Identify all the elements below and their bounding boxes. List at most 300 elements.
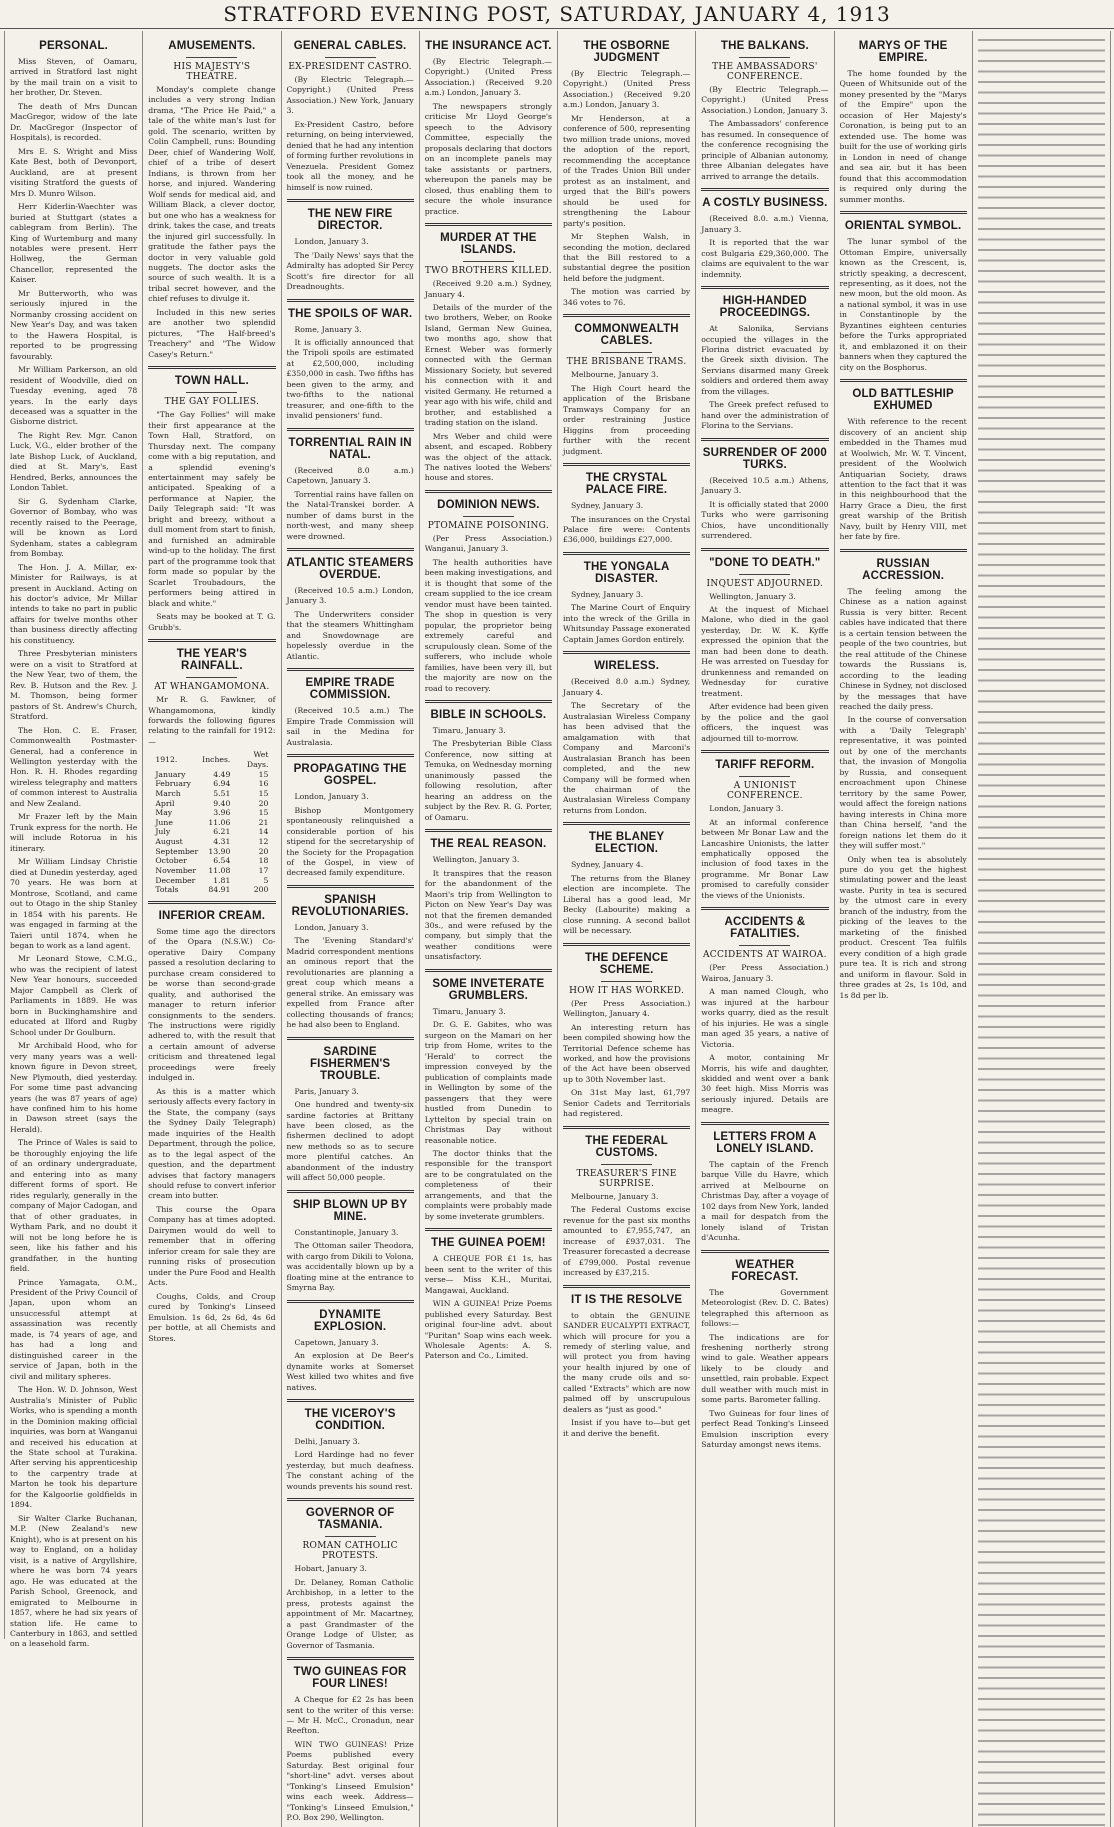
rainfall-cell: 15 [258,769,269,779]
section-heading: MARYS OF THE EMPIRE. [858,40,948,64]
column-7 [835,31,973,1827]
section-divider [701,188,828,191]
section-divider [701,1122,828,1125]
section-heading: AMUSEMENTS. [168,40,256,52]
section-heading: ACCIDENTS & FATALITIES. [724,916,806,941]
article-paragraph: Coughs, Colds, and Croup cured by Tonking's Linseed Emulsion. 1s 6d, 2s 6d, 4s 6d per bottle, at all Chemists and Stores. [148,1291,276,1343]
article-paragraph: (Per Press Association.) Wanganui, January 3. [424,533,552,554]
article-paragraph: Seats may be booked at T. G. Grubb's. [148,612,276,632]
rule [463,261,514,262]
article-paragraph: Wellington, January 3. [709,591,796,601]
rainfall-total-cell: Totals [155,885,179,895]
article-paragraph: Herr Kiderlin-Waechter was buried at Stuttgart (states a cablegram from Berlin). The King of Wurtemburg and many notables were present. Herr Hollweg, the German Chancellor, represented the Kaiser. [10,202,138,285]
column-6 [696,31,834,1827]
section-divider [563,651,690,654]
article-paragraph: The Hon. J. A. Millar, ex-Minister for Railways, is at present in Auckland. Acting on his doctor's advice, Mr Millar intends to take no part in public affairs for twelve months other than business directly affecting his constituency. [10,562,138,645]
article-paragraph: (Received 10.5 a.m.) London, January 3. [286,586,414,606]
section-divider [563,822,690,825]
article-paragraph: (Per Press Association.) Wairoa, January 3. [701,963,829,983]
rule [186,677,237,678]
article-paragraph: The Government Meteorologist (Rev. D. C. Bates) telegraphed this afternoon as follows:— [701,1287,829,1329]
rule [325,1536,376,1537]
section-heading: GOVERNOR OF TASMANIA. [305,1507,395,1532]
section-divider [701,438,828,441]
article-paragraph: Mrs E. S. Wright and Miss Kate Best, both of Devonport, Auckland, are at present visiting Stratford the guests of Mrs D. Munro Wilson. [10,146,138,198]
section-heading: A COSTLY BUSINESS. [702,197,828,210]
section-heading: HIGH-HANDED PROCEEDINGS. [719,295,811,320]
article-paragraph: Sydney, January 4. [571,860,644,870]
article-paragraph: (Per Press Association.) Wellington, January 4. [563,998,691,1019]
article-paragraph: On 31st May last, 61,797 Senior Cadets and Territorials had registered. [563,1088,691,1119]
article-paragraph: Sir Walter Clarke Buchanan, M.P. (New Zealand's new Knight), who is at present on his way to England, on a holiday visit, is a native of Argyllshire, where he was born 74 years ago. He was educated at the Parish School, Greenock, and emigrated to Melbourne in 1857, where he had six years of station life. He came to Canterbury in 1863, and settled on a leasehold farm. [10,1513,138,1649]
article-paragraph: "The Gay Follies" will make their first appearance at the Town Hall, Stratford, on Thursday next. The company come with a big reputation, and a splendid evening's entertainment may safely be anticipated. Speaking of a performance at Napier, the Daily Telegraph said: "It was bright and breezy, without a dull moment from start to finish, and furnished an admirable wind-up to the holiday. The first part of the programme took that form made so popular by the Scarlet Troubadours, the performers being attired in black and white." [148,410,276,608]
section-divider [287,548,414,551]
rainfall-header-row [153,750,270,769]
section-heading: SHIP BLOWN UP BY MINE. [292,1198,408,1223]
rainfall-cell: May [155,808,173,818]
article-paragraph: Melbourne, January 3. [571,1191,659,1201]
article-paragraph: (Received 10.5 a.m.) The Empire Trade Commission will sail in the Medina for Australasia. [286,706,414,747]
article-paragraph: (By Electric Telegraph.—Copyright.) (United Press Association.) (Received 9.20 a.m.) London, January 3. [424,57,552,98]
article-paragraph: Mr William Parkerson, an old resident of Woodville, died on Tuesday evening, aged 78 years. In the early days deceased was a squatter in the Gisborne district. [10,365,138,427]
section-heading: DOMINION NEWS. [437,498,540,511]
article-paragraph: (Received 10.5 a.m.) Athens, January 3. [701,475,829,496]
rule [601,1164,652,1165]
column-filler [978,34,1105,1827]
article-paragraph: WIN TWO GUINEAS! Prize Poems published every Saturday. Best original four "short-line" advt. verses about "Tonking's Linseed Emulsion" wins each week. Address— "Tonking's Linseed Emulsion," P.O. Box 290, Wellington. [286,1739,414,1823]
section-divider [425,700,552,703]
article-paragraph: (By Electric Telegraph.—Copyright.) (United Press Association.) New York, January 3. [286,75,414,116]
rainfall-cell: November [155,865,197,875]
article-paragraph: The feeling among the Chinese as a nation against Russia is very bitter. Recent cables have indicated that there is a certain tension between the people of the two countries, but the real attitude of the Chinese towards the Russians is, according to the leading Chinese in Sydney, not disclosed by the messages that have reached the daily press. [839,586,967,711]
article-paragraph: A motor, containing Mr Morris, his wife and daughter, skidded and went over a bank 30 feet high. Miss Morris was seriously injured. Details are meagre. [701,1053,829,1115]
section-subheading: PTOMAINE POISONING. [427,520,550,531]
article-paragraph: Prince Yamagata, O.M., President of the Privy Council of Japan, upon whom an unsuccessful attempt at assassination was recently made, is 74 years of age, and has had a long and distinguished career in the service of Japan, both in the civil and military spheres. [10,1277,138,1381]
section-subheading: HOW IT HAS WORKED. [569,985,685,996]
rule [325,57,376,58]
article-paragraph: Constantinople, January 3. [294,1227,399,1237]
rainfall-row [153,866,270,876]
rainfall-header-cell: Wet Days. [246,750,269,769]
section-divider [563,463,690,466]
article-paragraph: (Received 8.0 a.m.) Sydney, January 4. [563,677,691,697]
rainfall-cell: June [155,817,173,827]
section-divider [425,1228,552,1231]
rainfall-row [153,808,270,818]
section-heading: THE REAL REASON. [430,838,547,851]
section-heading: RUSSIAN ACCRESSION. [862,557,945,582]
article-paragraph: Hobart, January 3. [294,1564,367,1574]
section-heading: THE YONGALA DISASTER. [583,560,670,585]
rainfall-cell: 20 [258,798,269,808]
article-paragraph: The captain of the French barque Ville du Havre, which arrived at Melbourne on Christmas Day, after a voyage of 102 days from New York, landed a mail for despatch from the lonely island of Tristan d'Acunha. [701,1159,829,1243]
section-subheading: A UNIONIST CONFERENCE. [726,781,803,802]
column-5 [558,31,696,1827]
article-paragraph: Timaru, January 3. [432,1006,506,1016]
rainfall-header-cell: 1912. [155,755,178,765]
rainfall-cell: 12 [258,837,269,846]
article-paragraph: This course the Opara Company has at times adopted. Dairymen would do well to remember that in offering inferior cream for sale they are running risks of prosecution under the Pure Food and Health Acts. [148,1204,276,1288]
article-paragraph: Dr. G. E. Gabites, who was surgeon on the Mamari on her trip from Home, writes to the 'Herald' to correct the impression conveyed by the publication of complaints made in Wellington by some of the passengers that they were hustled from Dunedin to Lyttelton by special train on Christmas Day without reasonable notice. [424,1020,552,1145]
rule [186,392,237,393]
section-heading: WEATHER FORECAST. [731,1258,799,1283]
rainfall-cell: March [155,788,181,798]
section-heading: THE GUINEA POEM! [431,1237,546,1250]
article-paragraph: With reference to the recent discovery of an ancient ship embedded in the Thames mud at Woolwich, Mr. W. T. Vincent, president of the Woolwich Antiquarian Society, draws attention to the fact that it was in this neighbourhood that the Harry Grace a Dieu, the first great warship of the British Navy, built by Henry VIII, met her fate by fire. [839,417,967,542]
article-paragraph: Delhi, January 3. [294,1436,360,1446]
section-heading: TORRENTIAL RAIN IN NATAL. [288,436,412,461]
rainfall-cell: December [155,875,196,885]
article-paragraph: Mr Butterworth, who was seriously injured in the Normanby crossing accident on New Year's Day, and was taken to the Hawera Hospital, is reported to be progressing favourably. [10,288,138,361]
section-heading: TARIFF REFORM. [715,759,815,772]
rainfall-cell: 21 [258,817,269,827]
rainfall-cell: 11.08 [208,865,231,875]
section-heading: MURDER AT THE ISLANDS. [440,232,537,257]
section-divider [840,549,967,552]
rule [739,776,790,777]
article-paragraph: The indications are for freshening northerly strong wind to gale. Weather appears likely to be cloudy and unsettled, rain probable. Expect dull weather with much mist in some parts. Barometer falling. [701,1332,829,1405]
article-paragraph: London, January 3. [294,792,369,802]
article-paragraph: It transpires that the reason for the abandonment of the Maori's trip from Wellington to Picton on New Year's Day was not that the firemen demanded 30s., and were refused by the company, but simply that the weather conditions were unsatisfactory. [424,868,552,962]
column-1 [5,31,143,1827]
article-paragraph: One hundred and twenty-six sardine factories at Brittany have been closed, as the fishermen declined to adopt new methods so as to secure more plentiful catches. An abandonment of the industry will affect 50,000 people. [286,1100,414,1183]
section-heading: COMMONWEALTH CABLES. [574,323,679,348]
rule [601,981,652,982]
article-paragraph: After evidence had been given by the police and the gaol officers, the inquest was adjourned till to-morrow. [701,702,829,743]
article-paragraph: As this is a matter which seriously affects every factory in the State, the company (says the Sydney Daily Telegraph) made inquiries of the Health Department, through the police, as to the legal aspect of the question, and the department advises that factory managers should refuse to convert inferior cream into butter. [148,1086,276,1201]
article-paragraph: Mrs Weber and child were absent, and escaped. Robbery was the object of the attack. The natives looted the Webers' house and stores. [424,431,552,483]
article-paragraph: The Presbyterian Bible Class Conference, now sitting at Temuka, on Wednesday morning unanimously passed the following resolution, after hearing an address on the subject by the Rev. R. G. Porter, of Oamaru. [424,739,552,822]
section-heading: EMPIRE TRADE COMMISSION. [305,677,395,702]
rainfall-row [153,818,270,828]
rainfall-cell: July [155,827,171,837]
article-paragraph: Timaru, January 3. [432,725,506,735]
article-paragraph: Sydney, January 3. [571,501,644,511]
section-divider [287,1300,414,1303]
section-heading: GENERAL CABLES. [293,40,407,52]
article-paragraph: Sir G. Sydenham Clarke, Governor of Bombay, who was recently raised to the Peerage, will be known as Lord Sydenham, states a cablegram from Bombay. [10,496,138,559]
article-paragraph: Mr William Lindsay Christie died at Dunedin yesterday, aged 70 years. He was born at Montrose, Scotland, and came out to Otago in the ship Stanley in 1854 with his parents. He was engaged in farming at the Taieri until 1874, when he began to work as a land agent. [10,857,138,950]
article-paragraph: London, January 3. [294,922,369,932]
article-paragraph: At an informal conference between Mr Bonar Law and the Lancashire Unionists, the latter emphatically opposed the inclusion of food taxes in the programme. Mr Bonar Law promised to carefully consider the views of the Unionists. [701,817,829,900]
rainfall-table [153,750,270,894]
section-heading: THE VICEROY'S CONDITION. [304,1407,396,1432]
article-paragraph: The Federal Customs excise revenue for the past six months amounted to £7,955,747, an increase of £937,031. The Treasurer forecasted a decrease of £799,000. Postal revenue increased by £37,215. [563,1205,691,1278]
section-divider [287,1498,414,1501]
section-divider [148,901,275,904]
section-divider [287,299,414,302]
section-divider [425,223,552,226]
rainfall-row [153,837,270,847]
rule [186,57,237,58]
rainfall-cell: 11.06 [208,817,231,827]
section-heading: ATLANTIC STEAMERS OVERDUE. [286,557,414,581]
section-divider [563,314,690,317]
section-divider [701,907,828,910]
article-paragraph: Mr Henderson, at a conference of 500, representing two million trade unions, moved the adoption of the report, recommending the acceptance of the Trades Union Bill under protest as an instalment, and urged that the Bill's powers should be used for strengthening the Labour party's position. [563,113,691,228]
section-divider [287,1037,414,1040]
article-paragraph: Capetown, January 3. [294,1337,379,1347]
section-heading: PERSONAL. [39,40,109,52]
article-paragraph: The Secretary of the Australasian Wireless Company has been advised that the amalgamation with that Company and Marconi's Australasian Branch has been completed, and the new Company will be formed when the chairman of the Australasian Wireless Company returns from London. [563,701,691,815]
section-heading: THE INSURANCE ACT. [425,40,552,52]
article-paragraph: Torrential rains have fallen on the Natal-Transkei border. A number of dams burst in the north-west, and many sheep were drowned. [286,489,414,541]
article-paragraph: An interesting return has been compiled showing how the Territorial Defence scheme has worked, and how the provisions of the Act have been observed up to 30th November last. [563,1022,691,1084]
article-paragraph: Mr R. G. Fawkner, of Whangamomona, kindly forwards the following figures relating to the rainfall for 1912:— [148,695,276,746]
section-subheading: THE BRISBANE TRAMS. [566,357,687,368]
section-divider [287,1190,414,1193]
section-divider [563,1126,690,1129]
rainfall-cell: 6.94 [213,779,231,789]
column-3 [282,31,420,1827]
rainfall-cell: 6.54 [213,856,231,866]
article-paragraph: The health authorities have been making investigations, and it is thought that some of the cream supplied to the ice cream vendor must have been tainted. The shop in question is very popular, the proprietor being extremely careful and scrupulously clean. Some of the sufferers, who include whole families, have been very ill, but the majority are now on the road to recovery. [424,557,552,693]
article-paragraph: The Ottoman sailer Theodora, with cargo from Dikili to Volona, was accidentally blown up by a floating mine at the entrance to Smyrna Bay. [286,1241,414,1293]
column-grid [4,31,1111,1823]
article-paragraph: At Salonika, Servians occupied the villages in the Florina district evacuated by the Greek sixth division. The Servians disarmed many Greek soldiers and ordered them away from the villages. [701,324,829,396]
rainfall-cell: 4.31 [213,837,231,846]
rule [739,574,790,575]
section-divider [287,428,414,431]
section-heading: IT IS THE RESOLVE [571,1293,683,1306]
rainfall-cell: 15 [258,788,269,798]
article-paragraph: Dr. Delaney, Roman Catholic Archbishop, in a letter to the press, protests against the appointment of Mr. Macartney, a past Grandmaster of the Orange Lodge of Ulster, as Governor of Tasmania. [286,1577,414,1650]
rainfall-row [153,827,270,837]
section-divider [287,885,414,888]
rainfall-cell: 5.51 [213,788,231,798]
article-paragraph: Only when tea is absolutely pure do you get the highest stimulating power and the least waste. Purity in tea is secured by the utmost care in every branch of the industry, from the picking of the leaves to the marketing of the finished product. Crescent Tea fulfils every condition of a high grade pure tea. It is rich and strong and uniform in flavour. Sold in three grades at 2s, 1s 10d, and 1s 8d per lb. [839,854,967,1000]
section-heading: THE BLANEY ELECTION. [588,831,665,856]
section-heading: SOME INVETERATE GRUMBLERS. [432,977,545,1002]
section-divider [701,286,828,289]
section-divider [701,750,828,753]
section-subheading: ACCIDENTS AT WAIROA. [702,950,827,961]
article-paragraph: The motion was carried by 346 votes to 76. [563,287,691,307]
article-paragraph: It is officially announced that the Tripoli spoils are estimated at £2,500,000, including £350,000 in cash. Two fifths has been given to the army, and two-fifths to the national treasurer, and one-fifth to the invalid pensioners' fund. [286,337,414,421]
article-paragraph: Included in this new series are another two splendid pictures, "The Half-breed's Treachery" and "The Widow Casey's Return." [148,307,276,359]
column-8 [973,31,1111,1827]
article-paragraph: to obtain the GENUINE SANDER EUCALYPTI EXTRACT, which will procure for you a remedy of sterling value, and will protect you from having your health injured by one of the many crude oils and so-called "Extracts" which are now palmed off by unscrupulous dealers as "just as good." [563,1310,691,1414]
rainfall-total-cell: 200 [253,885,269,895]
rule [739,57,790,58]
rainfall-cell: August [155,837,183,846]
rainfall-row [153,779,270,789]
section-divider [287,199,414,202]
article-paragraph: Details of the murder of the two brothers, Weber, on Rooke Island, German New Guinea, two months ago, show that Ernest Weber was formerly connected with the German Missionary Society, but severed his connection with it and visited Germany. He returned a year ago with his wife, child and brother, and established a trading station on the island. [424,302,552,428]
article-paragraph: Two Guineas for four lines of perfect Read Tonking's Linseed Emulsion inscription every Saturday amongst news items. [701,1408,829,1450]
section-subheading: INQUEST ADJOURNED. [706,578,824,589]
rainfall-row [153,876,270,886]
rainfall-cell: October [155,856,187,866]
article-paragraph: The home founded by the Queen of Whitsunide out of the money presented by the "Marys of the Empire" upon the occasion of Her Majesty's Coronation, is being put to an extended use. The home was built for the use of working girls in London in need of change and sea air, but it has been found that this accommodation is required only during the summer months. [839,69,967,204]
section-divider [287,668,414,671]
article-paragraph: (Received 8.0 a.m.) Capetown, January 3. [286,465,414,486]
rainfall-header-cell: Inches. [202,755,231,765]
rainfall-cell: 4.49 [213,769,231,779]
article-paragraph: The Prince of Wales is said to be thoroughly enjoying the life of an ordinary undergraduate, and entering into as many different forms of sport. He rides regularly, generally in the company of Major Cadogan, and that of other graduates, in Wytham Park, and no doubt it will not be long before he is seen, like his father and his grandfather, in the hunting field. [10,1138,138,1274]
section-subheading: THE GAY FOLLIES. [164,397,260,408]
section-subheading: HIS MAJESTY'S THEATRE. [173,62,251,82]
article-paragraph: London, January 3. [709,804,784,814]
rainfall-cell: 6.21 [213,827,231,837]
section-heading: THE FEDERAL CUSTOMS. [585,1134,668,1159]
section-divider [425,969,552,972]
article-paragraph: Sydney, January 3. [571,589,644,599]
section-divider [563,552,690,555]
article-paragraph: Wellington, January 3. [432,855,520,865]
section-subheading: THE AMBASSADORS' CONFERENCE. [712,62,818,82]
section-heading: LETTERS FROM A LONELY ISLAND. [713,1130,817,1155]
section-heading: PROPAGATING THE GOSPEL. [293,763,407,788]
article-paragraph: The death of Mrs Duncan MacGregor, widow of the late Dr. MacGregor (Inspector of Hospitals), is recorded. [10,101,138,143]
section-divider [148,366,275,369]
section-heading: THE YEAR'S RAINFALL. [176,648,248,673]
section-divider [563,1285,690,1288]
rainfall-total-row [153,885,270,895]
article-paragraph: In the course of conversation with a 'Daily Telegraph' representative, it was pointed out by one of the merchants that, the invasion of Mongolia by Russia, and consequent encroachment upon Chinese territory by the same Power, would affect the foreign nations having interests in China more than China herself, "and the foreign nations let them do it they will suffer most." [839,715,967,851]
section-divider [701,1250,828,1253]
rainfall-cell: 20 [258,846,269,856]
rule [601,352,652,353]
article-paragraph: At the inquest of Michael Malone, who died in the gaol yesterday, Dr. W. K. Kyffe expressed the opinion that the man had been done to death. He was arrested on Tuesday for drunkenness and remanded on Wednesday for curative treatment. [701,605,829,698]
article-paragraph: The Hon. C. E. Fraser, Commonwealth Postmaster-General, had a conference in Wellington yesterday with the Hon. R. H. Rhodes regarding wireless telegraphy and matters of common interest to Australia and New Zealand. [10,725,138,808]
rainfall-cell: 14 [258,827,269,837]
article-paragraph: The 'Daily News' says that the Admiralty has adopted Sir Percy Scott's fire director for all Dreadnoughts. [286,250,414,292]
section-divider [563,943,690,946]
rainfall-cell: 3.96 [213,808,231,818]
rainfall-row [153,856,270,866]
article-paragraph: Mr Stephen Walsh, in seconding the motion, declared that the Bill restored to a substantial degree the position held before the judgment. [563,232,691,283]
section-heading: "DONE TO DEATH." [709,556,821,569]
section-heading: THE DEFENCE SCHEME. [584,951,669,976]
section-divider [840,211,967,214]
article-paragraph: The Underwriters consider that the steamers Whittingham and Snowdownage are hopelessly overdue in the Atlantic. [286,609,414,661]
article-paragraph: (By Electric Telegraph.—Copyright.) (United Press Association.) (Received 9.20 a.m.) London, January 3. [563,69,691,110]
article-paragraph: It is officially stated that 2000 Turks who were garrisoning Chios, have unconditionally surrendered. [701,499,829,541]
article-paragraph: Miss Steven, of Oamaru, arrived in Stratford last night by the mail train on a visit to her brother, Dr. Steven. [10,57,138,98]
section-divider [287,754,414,757]
section-heading: SURRENDER OF 2000 TURKS. [702,446,827,471]
rainfall-cell: 15 [258,808,269,818]
article-paragraph: The returns from the Blaney election are incomplete. The Liberal has a good lead, Mr Becky (Labourite) making a close running. A second ballot will be necessary. [563,873,691,936]
section-divider [701,548,828,551]
column-2 [143,31,281,1827]
section-subheading: ROMAN CATHOLIC PROTESTS. [302,1541,398,1562]
rainfall-cell: April [155,798,175,808]
section-heading: THE BALKANS. [720,40,809,52]
rainfall-cell: 16 [258,779,269,789]
rainfall-row [153,799,270,809]
rainfall-row [153,770,270,780]
article-paragraph: The Ambassadors' conference has resumed. In consequence of the conference recognising the principle of Albanian autonomy, three Albanian delegates have arrived to arrange the details. [701,119,829,181]
article-paragraph: The doctor thinks that the responsible for the transport are to be congratulated on the completeness of their arrangements, and that the complaints were probably made by some inveterate grumblers. [424,1148,552,1221]
section-heading: INFERIOR CREAM. [158,909,266,922]
article-paragraph: An explosion at De Beer's dynamite works at Somerset West killed two whites and five natives. [286,1351,414,1392]
section-subheading: EX-PRESIDENT CASTRO. [288,62,412,72]
article-paragraph: (Received 8.0. a.m.) Vienna, January 3. [701,214,829,234]
section-heading: DYNAMITE EXPLOSION. [313,1308,387,1333]
article-paragraph: The Marine Court of Enquiry into the wreck of the Grilla in Whitsunday Passage exonerated Captain James Gordon entirely. [563,603,691,644]
rainfall-cell: 17 [258,865,269,875]
rainfall-row [153,789,270,799]
article-paragraph: Mr Archibald Hood, who for very many years was a well-known figure in Devon street, New Plymouth, died yesterday. For some time past advancing years (he was 87 years of age) have confined him to his home in Dawson street (says the Herald). [10,1041,138,1134]
section-heading: THE NEW FIRE DIRECTOR. [307,208,393,233]
section-divider [148,639,275,642]
rainfall-total-cell: 84.91 [208,885,231,895]
section-divider [840,379,967,382]
rainfall-cell: September [155,846,199,856]
rainfall-cell: 5 [263,875,269,885]
article-paragraph: Some time ago the directors of the Opara (N.S.W.) Co-operative Dairy Company passed a resolution declaring to purchase cream considered to be worse than second-grade quality, and authorised the manager to return inferior consignments to the senders. The instructions were rigidly adhered to, with the result that a certain amount of adverse criticism and threatened legal proceedings were freely indulged in. [148,926,276,1083]
article-paragraph: The 'Evening Standard's' Madrid correspondent mentions an ominous report that the revolutionaries are planning a great coup which means a general strike. An emissary was expelled from France after collecting thousands of francs; he had also been to England. [286,936,414,1030]
rule [463,516,514,517]
rule [739,945,790,946]
article-paragraph: Paris, January 3. [294,1086,359,1096]
article-paragraph: Rome, January 3. [294,324,362,334]
rainfall-cell: February [155,779,191,789]
article-paragraph: Bishop Montgomery spontaneously relinquished a considerable portion of his stipend for the secretaryship of the Society for the Propagation of the Gospel, in view of decreased family expenditure. [286,805,414,878]
masthead: STRATFORD EVENING POST, SATURDAY, JANUARY 4, 1913 [0,0,1114,29]
section-subheading: TWO BROTHERS KILLED. [424,266,552,277]
section-divider [287,1399,414,1402]
article-paragraph: Insist if you have to—but get it and derive the benefit. [563,1418,691,1438]
column-4 [420,31,558,1827]
article-paragraph: Lord Hardinge had no fever yesterday, but much deafness. The constant aching of the wounds prevents his sound rest. [286,1450,414,1491]
section-subheading: AT WHANGAMOMONA. [154,682,270,693]
article-paragraph: London, January 3. [294,237,369,247]
article-paragraph: Mr Leonard Stowe, C.M.G., who was the recipient of latest New Year honours, succeeded Major Campbell as Clerk of Parliaments in 1889. He was born in Buckinghamshire and educated at Ilford and Rugby School under Dr Goulburn. [10,954,138,1037]
rainfall-cell: January [155,769,186,779]
section-heading: SARDINE FISHERMEN'S TROUBLE. [309,1045,391,1082]
article-paragraph: The newspapers strongly criticise Mr Lloyd George's speech to the Advisory Committee, especially the proposals declaring that doctors on an incomplete panels may take assistants or partners, whereupon the panels may be closed, thus enabling them to secure the whole insurance practice. [424,101,552,216]
article-paragraph: The Hon. W. D. Johnson, West Australia's Minister of Public Works, who is spending a month in the Dominion making official inquiries, was born at Wanganui and received his education at the State school at Turakina. After serving his apprenticeship to the carpentry trade at Marton he took his departure for the Kalgoorlie goldfields in 1894. [10,1385,138,1510]
article-paragraph: The lunar symbol of the Ottoman Empire, universally known as the Crescent, is, strictly speaking, a decrescent, representing, as it does, not the new moon, but the old moon. As a national symbol, it was in use in Constantinople by the Byzantines eighteen centuries before the Turks appropriated it, and emblazoned it on their banners when they captured the city on the Bosphorus. [839,237,967,372]
article-paragraph: A Cheque for £2 2s has been sent to the writer of this verse:— Mr H. McC., Cronadun, near Reefton. [286,1695,414,1736]
article-paragraph: WIN A GUINEA! Prize Poems published every Saturday. Best original four-line advt. about "Puritan" Soap wins each week. Wholesale Agents: A. S. Paterson and Co., Limited. [424,1299,552,1361]
section-heading: BIBLE IN SCHOOLS. [430,708,547,721]
section-heading: TWO GUINEAS FOR FOUR LINES! [293,1666,407,1691]
section-heading: THE SPOILS OF WAR. [287,307,413,320]
section-heading: THE CRYSTAL PALACE FIRE. [585,472,668,497]
section-heading: THE OSBORNE JUDGMENT [583,40,670,64]
rainfall-cell: 18 [258,856,269,866]
article-paragraph: The High Court heard the application of the Brisbane Tramways Company for an order restraining Justice Higgins from proceeding further with the recent judgment. [563,383,691,456]
article-paragraph: Monday's complete change includes a very strong Indian drama, "The Price He Paid," a tale of the white man's lust for gold. The scenario, written by Colin Campbell, runs: Bounding Deer, chief of Wandering Wolf, chief of a tribe of desert Indians, is thrown from her horse, and injured. Wandering Wolf sends for medical aid, and William Black, a clever doctor, but one who has a weakness for drink, takes the case, and treats the injured girl successfully. In gratitude the father pays the doctor in very valuable gold nuggets. The doctor asks the source of such wealth. It is a tribal secret however, and the chief refuses to divulge it. [148,85,276,304]
rainfall-cell: 9.40 [213,798,231,808]
article-paragraph: The Greek prefect refused to hand over the administration of Florina to the Servians. [701,400,829,431]
article-paragraph: The insurances on the Crystal Palace fire were: Contents £36,000, buildings £27,000. [563,514,691,545]
section-subheading: TREASURER'S FINE SURPRISE. [576,1168,677,1189]
article-paragraph: It is reported that the war cost Bulgaria £29,360,000. The claims are equivalent to the war indemnity. [701,238,829,279]
section-divider [287,1657,414,1660]
article-paragraph: Mr Frazer left by the Main Trunk express for the north. He will include Rotorua in his itinerary. [10,812,138,853]
article-paragraph: Melbourne, January 3. [571,370,659,380]
article-paragraph: Three Presbyterian ministers were on a visit to Stratford at the New Year, two of them, the Rev. B. Hutson and the Rev. J. M. Thomson, being former pastors of St. Andrew's Church, Stratford. [10,649,138,722]
section-heading: ORIENTAL SYMBOL. [844,220,962,233]
section-divider [425,829,552,832]
section-heading: OLD BATTLESHIP EXHUMED [852,388,954,413]
article-paragraph: The Right Rev. Mgr. Canon Luck, V.G., elder brother of the late Bishop Luck, of Auckland, died at St. Mary's, East Hendred, Berks, announces the London Tablet. [10,430,138,493]
rainfall-cell: 1.81 [213,875,231,885]
article-paragraph: Ex-President Castro, before returning, on being interviewed, denied that he had any intention of forming further revolutions in Venezuela. President Gomez took all the money, and he himself is now ruined. [286,119,414,192]
article-paragraph: A CHEQUE FOR £1 1s, has been sent to the writer of this verse— Miss K.H., Muritai, Mangawai, Auckland. [424,1254,552,1295]
section-heading: WIRELESS. [594,660,660,673]
rainfall-row [153,847,270,857]
article-paragraph: (By Electric Telegraph.—Copyright.) (United Press Association.) London, January 3. [701,85,829,115]
section-heading: SPANISH REVOLUTIONARIES. [291,893,409,918]
rainfall-cell: 13.90 [208,846,231,856]
article-paragraph: A man named Clough, who was injured at the harbour works quarry, died as the result of his injuries. He was a single man aged 35 years, a native of Victoria. [701,987,829,1049]
